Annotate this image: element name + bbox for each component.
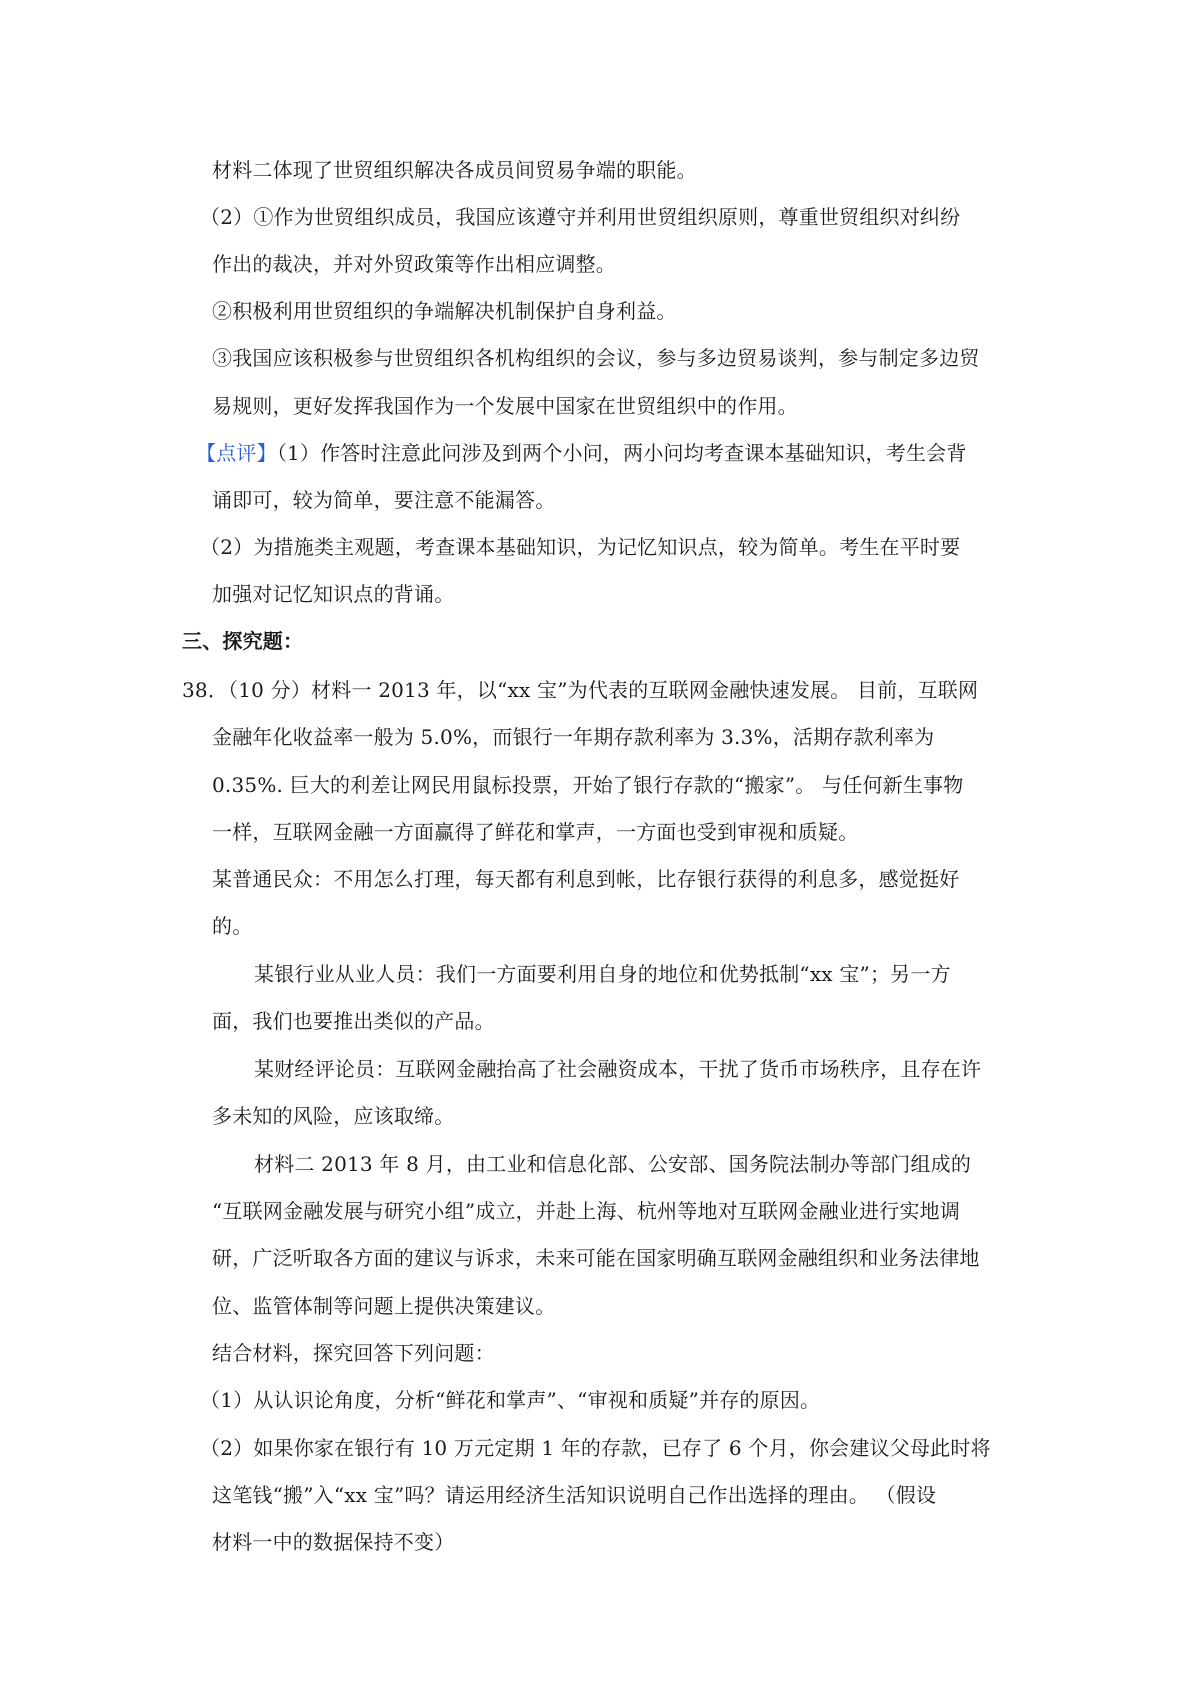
text-line: 某银行业从业人员：我们一方面要利用自身的地位和优势抵制“xx 宝”；另一方 bbox=[254, 962, 951, 986]
text-line: （2）如果你家在银行有 10 万元定期 1 年的存款，已存了 6 个月，你会建议父母此时将 bbox=[200, 1436, 991, 1460]
text-line: 材料二体现了世贸组织解决各成员间贸易争端的职能。 bbox=[212, 158, 697, 182]
text-line: （2）为措施类主观题，考查课本基础知识，为记忆知识点，较为简单。考生在平时要 bbox=[200, 535, 961, 559]
text-line: 一样，互联网金融一方面赢得了鲜花和掌声，一方面也受到审视和质疑。 bbox=[212, 820, 859, 844]
text-line: 诵即可，较为简单，要注意不能漏答。 bbox=[212, 488, 556, 512]
text-line: 这笔钱“搬”入“xx 宝”吗？请运用经济生活知识说明自己作出选择的理由。 （假设 bbox=[212, 1483, 937, 1507]
text-line: ③我国应该积极参与世贸组织各机构组织的会议，参与多边贸易谈判，参与制定多边贸 bbox=[212, 346, 980, 370]
text-line: 材料一中的数据保持不变） bbox=[212, 1530, 455, 1554]
text-line: 多未知的风险，应该取缔。 bbox=[212, 1104, 455, 1128]
text-line: 易规则，更好发挥我国作为一个发展中国家在世贸组织中的作用。 bbox=[212, 394, 798, 418]
text-line: 研，广泛听取各方面的建议与诉求，未来可能在国家明确互联网金融组织和业务法律地 bbox=[212, 1246, 980, 1270]
text-line: 加强对记忆知识点的背诵。 bbox=[212, 582, 455, 606]
text-line: （2）①作为世贸组织成员，我国应该遵守并利用世贸组织原则，尊重世贸组织对纠纷 bbox=[200, 205, 961, 229]
text-line: “互联网金融发展与研究小组”成立，并赴上海、杭州等地对互联网金融业进行实地调 bbox=[212, 1199, 961, 1223]
text-line: 的。 bbox=[212, 914, 253, 938]
text-line: 0.35%. 巨大的利差让网民用鼠标投票，开始了银行存款的“搬家”。 与任何新生事物 bbox=[212, 773, 964, 797]
text-line: ②积极利用世贸组织的争端解决机制保护自身利益。 bbox=[212, 299, 677, 323]
section-heading: 三、探究题： bbox=[182, 629, 304, 653]
comment-tag: 【点评】 bbox=[196, 441, 277, 465]
text-line: 结合材料，探究回答下列问题： bbox=[212, 1341, 495, 1365]
text-line: 面，我们也要推出类似的产品。 bbox=[212, 1009, 495, 1033]
comment-line bbox=[196, 439, 967, 467]
question-line: 38．（10 分）材料一 2013 年，以“xx 宝”为代表的互联网金融快速发展。 目前，互联网 bbox=[182, 678, 979, 702]
text-line: 某财经评论员：互联网金融抬高了社会融资成本，干扰了货币市场秩序，且存在许 bbox=[254, 1057, 982, 1081]
text-line: 材料二 2013 年 8 月，由工业和信息化部、公安部、国务院法制办等部门组成的 bbox=[254, 1152, 972, 1176]
text-line: 某普通民众：不用怎么打理，每天都有利息到帐，比存银行获得的利息多，感觉挺好 bbox=[212, 867, 960, 891]
text-line: （1）从认识论角度，分析“鲜花和掌声”、“审视和质疑”并存的原因。 bbox=[200, 1388, 821, 1412]
comment-text: （1）作答时注意此问涉及到两个小问，两小问均考查课本基础知识，考生会背 bbox=[276, 441, 967, 465]
text-line: 作出的裁决，并对外贸政策等作出相应调整。 bbox=[212, 252, 616, 276]
text-line: 位、监管体制等问题上提供决策建议。 bbox=[212, 1294, 556, 1318]
text-line: 金融年化收益率一般为 5.0%，而银行一年期存款利率为 3.3%，活期存款利率为 bbox=[212, 725, 935, 749]
